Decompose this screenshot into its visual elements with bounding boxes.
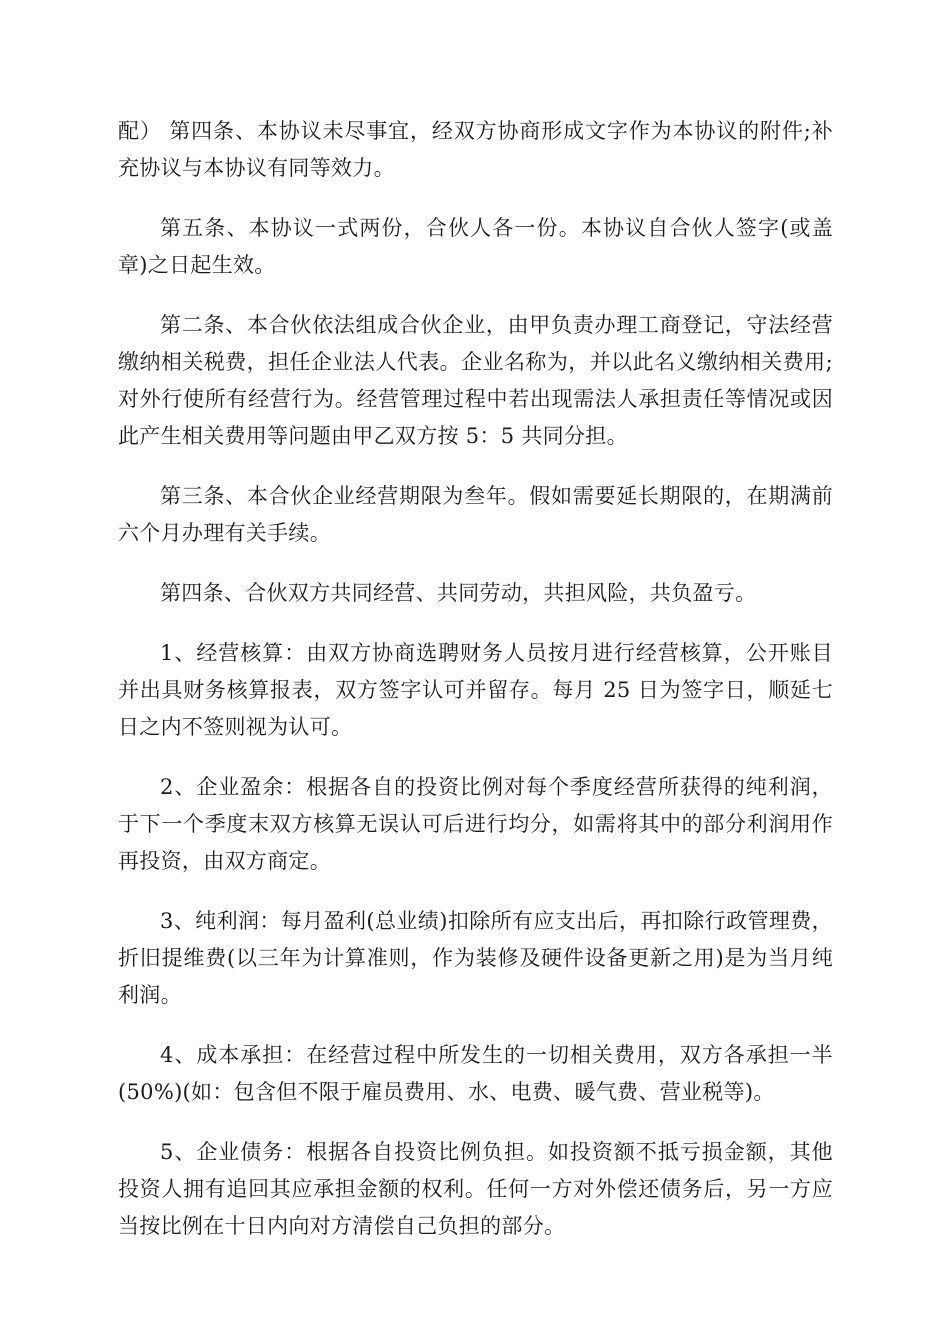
paragraph-article-4: 第四条、合伙双方共同经营、共同劳动，共担风险，共负盈亏。 bbox=[160, 581, 757, 605]
paragraph-item-3: 3、纯利润：每月盈利(总业绩)扣除所有应支出后，再扣除行政管理费，折旧提维费(以三年为计算准则，作为装修及硬件设备更新之用)是为当月纯利润。 bbox=[118, 909, 833, 1007]
paragraph-article-5: 第五条、本协议一式两份，合伙人各一份。本协议自合伙人签字(或盖章)之日起生效。 bbox=[118, 216, 833, 277]
paragraph-item-5: 5、企业债务：根据各自投资比例负担。如投资额不抵亏损金额，其他投资人拥有追回其应承担金额的权利。任何一方对外偿还债务后，另一方应当按比例在十日内向对方清偿自己负担的部分。 bbox=[118, 1140, 833, 1238]
paragraph-article-4-supplement: 配） 第四条、本协议未尽事宜，经双方协商形成文字作为本协议的附件;补充协议与本协议有同等效力。 bbox=[118, 119, 833, 180]
paragraph-article-2: 第二条、本合伙依法组成合伙企业，由甲负责办理工商登记，守法经营缴纳相关税费，担任企业法人代表。企业名称为，并以此名义缴纳相关费用;对外行使所有经营行为。经营管理过程中若出现需法人承担责任等情况或因此产生相关费用等问题由甲乙双方按 5：5 共同分担。 bbox=[118, 313, 833, 448]
document-body bbox=[118, 113, 833, 1268]
paragraph-article-3: 第三条、本合伙企业经营期限为叁年。假如需要延长期限的，在期满前六个月办理有关手续。 bbox=[118, 484, 833, 545]
paragraph-item-2: 2、企业盈余：根据各自的投资比例对每个季度经营所获得的纯利润，于下一个季度末双方核算无误认可后进行均分，如需将其中的部分利润用作再投资，由双方商定。 bbox=[118, 775, 833, 873]
paragraph-item-4: 4、成本承担：在经营过程中所发生的一切相关费用，双方各承担一半(50%)(如：包含但不限于雇员费用、水、电费、暖气费、营业税等)。 bbox=[118, 1043, 833, 1104]
paragraph-item-1: 1、经营核算：由双方协商选聘财务人员按月进行经营核算，公开账目并出具财务核算报表，双方签字认可并留存。每月 25 日为签字日，顺延七日之内不签则视为认可。 bbox=[118, 641, 833, 739]
